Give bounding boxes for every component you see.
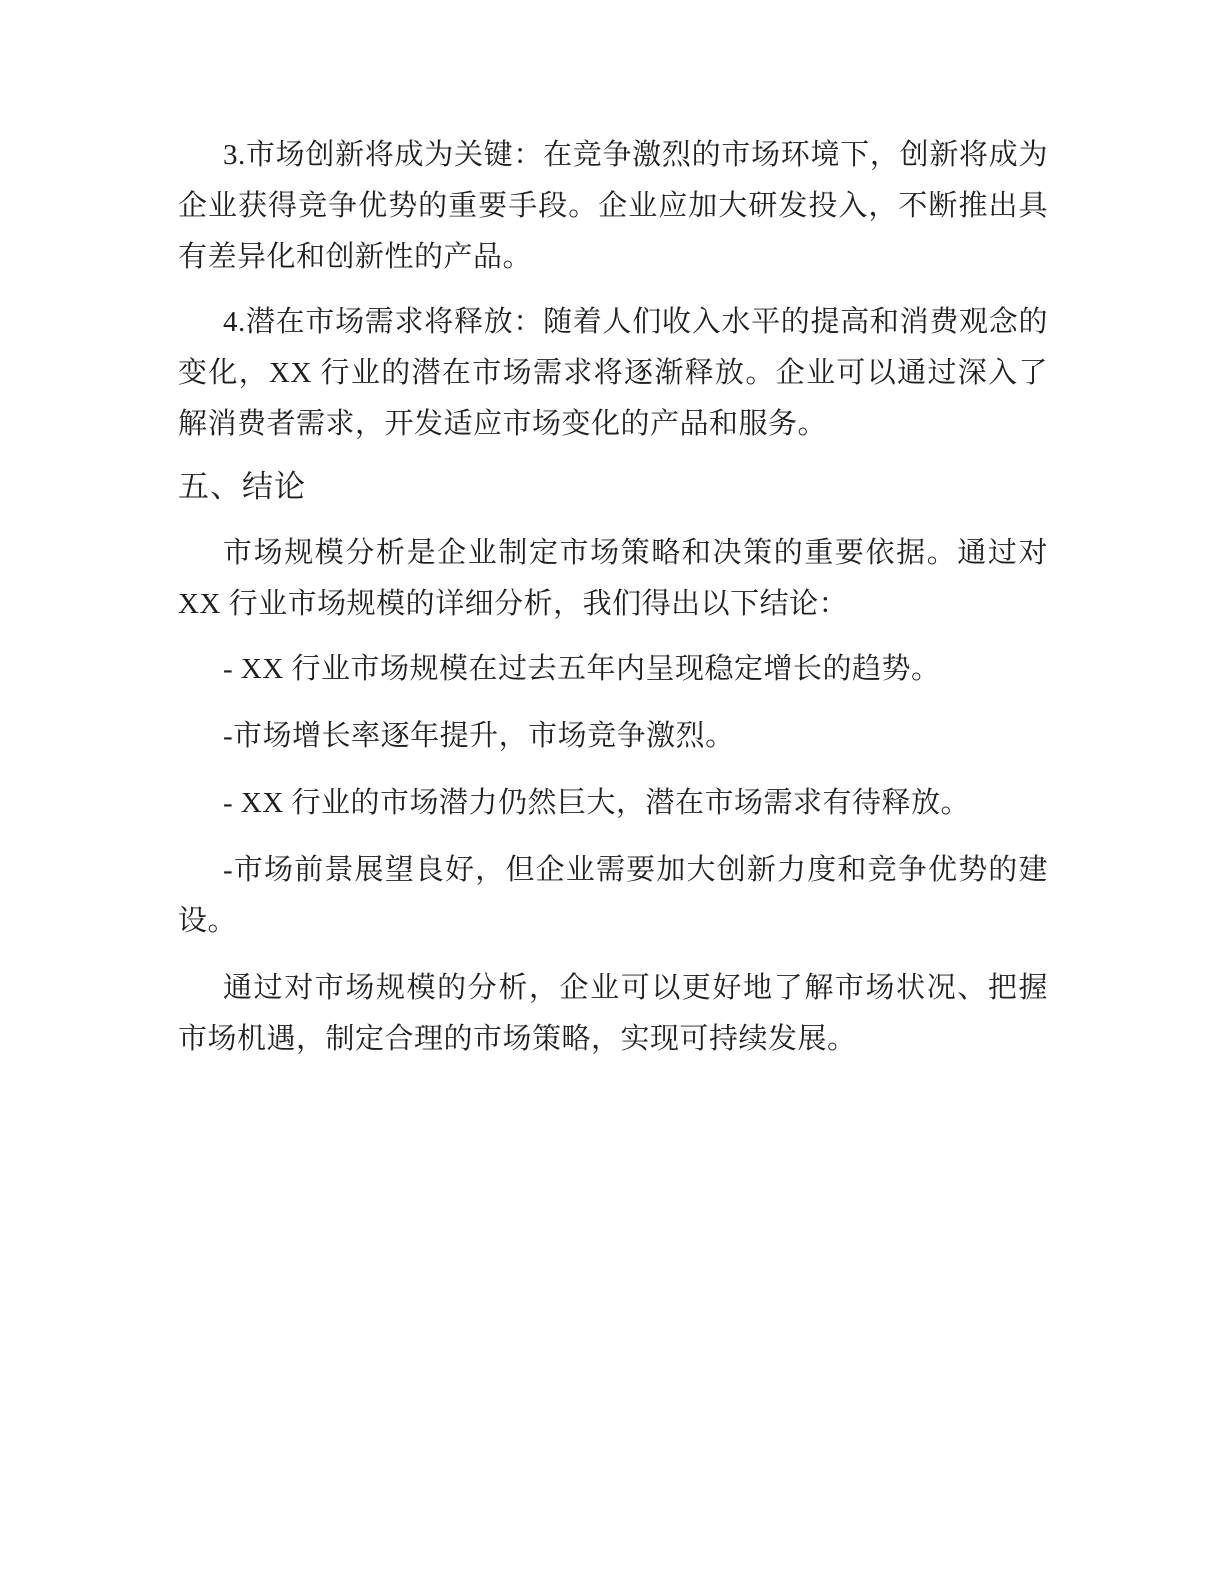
section-heading-conclusion: 五、结论: [178, 469, 306, 504]
paragraph-point-4: 4.潜在市场需求将释放：随着人们收入水平的提高和消费观念的变化，XX 行业的潜在市场需求将逐渐释放。企业可以通过深入了解消费者需求，开发适应市场变化的产品和服务。: [178, 306, 1048, 440]
paragraph-point-3: 3.市场创新将成为关键：在竞争激烈的市场环境下，创新将成为企业获得竞争优势的重要手段。企业应加大研发投入，不断推出具有差异化和创新性的产品。: [178, 139, 1048, 273]
conclusion-item-1: - XX 行业市场规模在过去五年内呈现稳定增长的趋势。: [223, 653, 941, 685]
conclusion-intro-paragraph: 市场规模分析是企业制定市场策略和决策的重要依据。通过对XX 行业市场规模的详细分析，我们得出以下结论：: [178, 537, 1048, 620]
conclusion-item-4: -市场前景展望良好，但企业需要加大创新力度和竞争优势的建设。: [178, 854, 1048, 937]
closing-paragraph: 通过对市场规模的分析，企业可以更好地了解市场状况、把握市场机遇，制定合理的市场策略，实现可持续发展。: [178, 972, 1048, 1055]
conclusion-item-2: -市场增长率逐年提升，市场竞争激烈。: [223, 720, 735, 752]
conclusion-item-3: - XX 行业的市场潜力仍然巨大，潜在市场需求有待释放。: [223, 787, 971, 819]
